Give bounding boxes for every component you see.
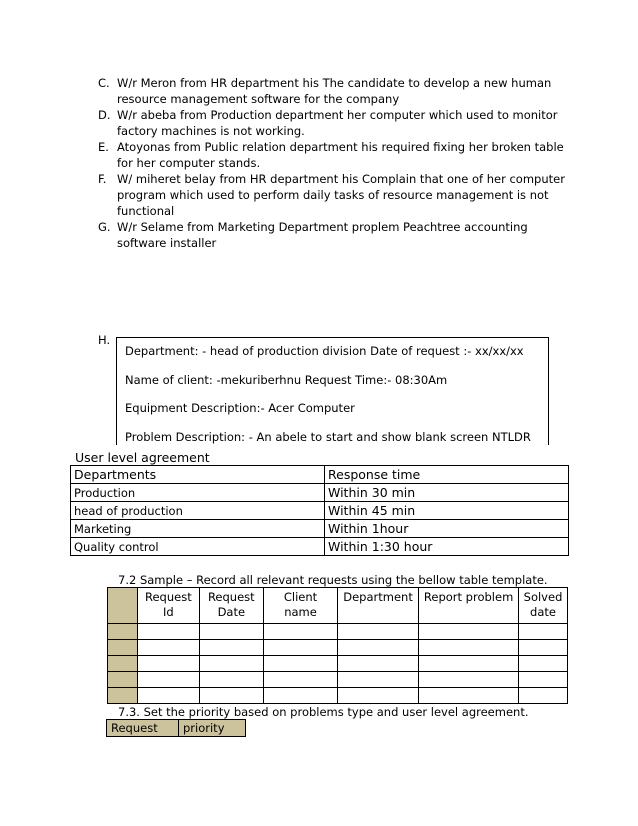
list-marker: F. xyxy=(98,172,107,186)
list-marker: C. xyxy=(98,76,110,90)
col-header-department: Department xyxy=(337,588,418,624)
list-item xyxy=(98,219,568,251)
ula-table xyxy=(70,465,569,556)
department-line: Department: - head of production division Date of request :- xx/xx/xx xyxy=(125,344,524,358)
list-text: Atoyonas from Public relation department his required fixing her broken table for her computer stands. xyxy=(117,140,564,170)
table-row xyxy=(108,640,568,656)
list-marker-h: H. xyxy=(98,333,111,347)
col-header-request: Request xyxy=(107,720,179,737)
request-record-table xyxy=(107,587,568,704)
dept-cell: Production xyxy=(71,484,325,502)
list-text: W/r Meron from HR department his The candidate to develop a new human resource management software for the company xyxy=(117,76,552,106)
list-item xyxy=(98,107,568,139)
section-7-2-heading: 7.2 Sample – Record all relevant requests using the bellow table template. xyxy=(118,573,548,587)
table-row xyxy=(71,502,569,520)
response-cell: Within 1:30 hour xyxy=(325,538,569,556)
response-cell: Within 45 min xyxy=(325,502,569,520)
col-header-request-id: Request Id xyxy=(138,588,199,624)
list-text: W/r abeba from Production department her computer which used to monitor factory machines is not working. xyxy=(117,108,558,138)
list-text: W/r Selame from Marketing Department proplem Peachtree accounting software installer xyxy=(117,220,528,250)
list-item xyxy=(98,75,568,107)
section-7-3-heading: 7.3. Set the priority based on problems type and user level agreement. xyxy=(118,705,529,719)
col-header-priority: priority xyxy=(179,720,246,737)
client-name-line: Name of client: -mekuriberhnu Request Time:- 08:30Am xyxy=(125,372,448,387)
col-header-departments: Departments xyxy=(71,466,325,484)
response-cell: Within 1hour xyxy=(325,520,569,538)
shaded-side-cell xyxy=(108,588,138,624)
table-header-row xyxy=(71,466,569,484)
priority-table xyxy=(106,719,246,737)
table-row xyxy=(108,624,568,640)
col-header-client-name: Client name xyxy=(264,588,338,624)
table-row xyxy=(71,484,569,502)
request-list xyxy=(98,75,568,251)
dept-cell: head of production xyxy=(71,502,325,520)
table-row xyxy=(108,688,568,704)
table-row xyxy=(108,656,568,672)
col-header-report-problem: Report problem xyxy=(419,588,519,624)
equipment-line: Equipment Description:- Acer Computer xyxy=(125,401,355,415)
col-header-request-date: Request Date xyxy=(199,588,264,624)
col-header-solved-date: Solved date xyxy=(519,588,568,624)
response-cell: Within 30 min xyxy=(325,484,569,502)
list-item xyxy=(98,171,568,219)
list-marker: G. xyxy=(98,220,111,234)
table-row xyxy=(71,538,569,556)
dept-cell: Marketing xyxy=(71,520,325,538)
list-item xyxy=(98,139,568,171)
request-form-box xyxy=(116,337,549,445)
list-text: W/ miheret belay from HR department his Complain that one of her computer program which used to perform daily tasks of resource management is not functional xyxy=(117,172,565,218)
table-row xyxy=(71,520,569,538)
table-header-row xyxy=(108,588,568,624)
col-header-response-time: Response time xyxy=(325,466,569,484)
problem-line: Problem Description: - An abele to start and show blank screen NTLDR xyxy=(125,429,531,444)
list-marker: D. xyxy=(98,108,111,122)
list-marker: E. xyxy=(98,140,109,154)
ula-title: User level agreement xyxy=(75,450,210,465)
table-row xyxy=(108,672,568,688)
table-header-row xyxy=(107,720,246,737)
dept-cell: Quality control xyxy=(71,538,325,556)
